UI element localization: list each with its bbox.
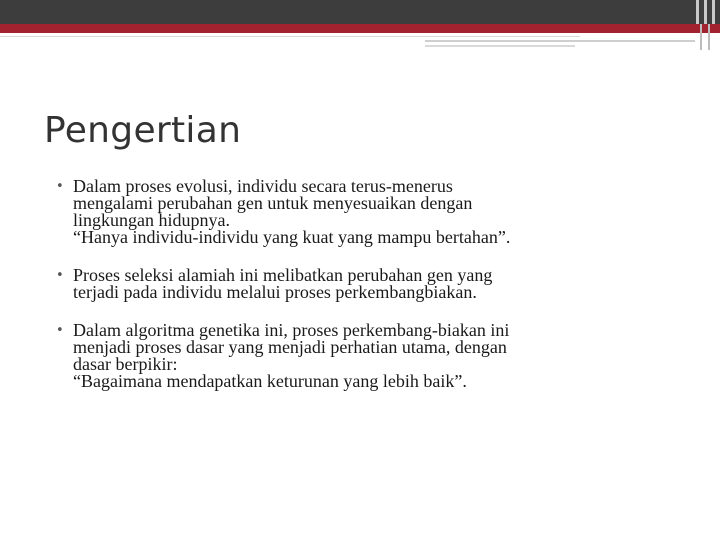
- accent-stripe: [708, 24, 710, 50]
- divider-line: [0, 36, 580, 37]
- bullet-line: menjadi proses dasar yang menjadi perhatian utama, dengan: [73, 337, 507, 357]
- top-bar-stripe: [712, 0, 715, 24]
- bullet-line: lingkungan hidupnya.: [73, 210, 230, 230]
- divider-line: [425, 45, 575, 47]
- top-bar-stripe: [696, 0, 699, 24]
- bullet-line: “Hanya individu-individu yang kuat yang mampu bertahan”.: [73, 227, 511, 247]
- bullet-icon: •: [56, 268, 64, 283]
- bullet-icon: •: [56, 179, 64, 194]
- bullet-line: “Bagaimana mendapatkan keturunan yang lebih baik”.: [73, 371, 467, 391]
- top-bar: [0, 0, 720, 24]
- accent-stripe: [700, 24, 702, 50]
- bullet-item: [56, 322, 696, 390]
- bullet-line: Dalam proses evolusi, individu secara terus-menerus: [73, 176, 453, 196]
- bullet-line: Proses seleksi alamiah ini melibatkan perubahan gen yang: [73, 265, 493, 285]
- slide-title: Pengertian: [44, 110, 242, 151]
- accent-bar: [0, 24, 720, 33]
- bullet-line: mengalami perubahan gen untuk menyesuaikan dengan: [73, 193, 473, 213]
- bullet-item: [56, 267, 696, 301]
- bullet-line: Dalam algoritma genetika ini, proses perkembang-biakan ini: [73, 320, 510, 340]
- bullet-line: dasar berpikir:: [73, 354, 178, 374]
- bullet-icon: •: [56, 323, 64, 338]
- bullet-item: [56, 178, 696, 246]
- bullet-list: [56, 178, 696, 411]
- divider-line: [425, 40, 695, 42]
- top-bar-stripe: [704, 0, 707, 24]
- bullet-line: terjadi pada individu melalui proses perkembangbiakan.: [73, 282, 477, 302]
